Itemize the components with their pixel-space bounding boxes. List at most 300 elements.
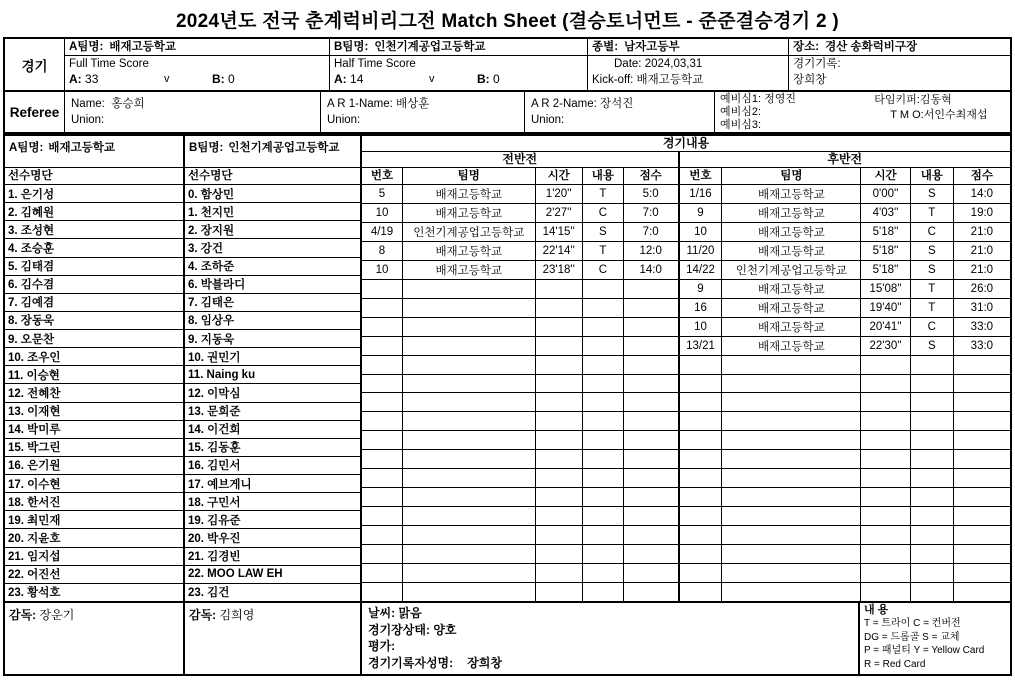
event-team [722, 564, 861, 582]
event-time [536, 375, 583, 393]
event-time [861, 488, 911, 506]
event-row [362, 204, 678, 223]
event-row-empty [680, 450, 1010, 469]
event-score [624, 318, 678, 336]
event-no [680, 412, 723, 430]
player-row: 20. 박우진 [185, 529, 360, 547]
event-time [536, 412, 583, 430]
ground-value: 양호 [433, 622, 457, 637]
weather-line: 날씨: 맑음 [368, 606, 422, 620]
referee-name-cell [65, 92, 321, 132]
event-row-empty [680, 507, 1010, 526]
event-team [722, 450, 861, 468]
date-value: 2024,03,31 [644, 58, 703, 70]
event-team: 배재고등학교 [722, 337, 861, 355]
roster-a-team-name: 배재고등학교 [48, 142, 116, 154]
event-score: 26:0 [970, 282, 994, 295]
event-type [583, 356, 624, 374]
event-type [583, 375, 624, 393]
event-no [362, 526, 403, 544]
col-type: 내용 [911, 168, 954, 184]
player-row: 16. 은기원 [5, 457, 183, 475]
player-row: 5. 김태겸 [5, 258, 183, 276]
event-type [583, 545, 624, 563]
recorder-line: 경기기록자성명: 장희창 [368, 655, 502, 670]
event-time [861, 583, 911, 601]
team-a-cell [65, 39, 330, 90]
legend-line: DG = 드롭골 S = 교체 [864, 631, 960, 643]
event-type [583, 450, 624, 468]
event-type [583, 526, 624, 544]
event-team [722, 393, 861, 411]
event-no [680, 356, 723, 374]
header-table [3, 37, 1012, 134]
event-type [583, 469, 624, 487]
event-row-empty [680, 356, 1010, 375]
event-type [911, 583, 954, 601]
roster-b-players [185, 185, 360, 601]
kickoff-value: 배재고등학교 [636, 74, 704, 86]
event-team [403, 469, 536, 487]
ar2-union-line: Union: [531, 114, 565, 126]
event-time: 15'08'' [861, 280, 911, 298]
event-score [624, 393, 678, 411]
event-row-empty [680, 526, 1010, 545]
event-row [362, 223, 678, 242]
event-time [536, 469, 583, 487]
event-team [722, 526, 861, 544]
event-time [861, 469, 911, 487]
tmo-line: T M O:서인수최재섭 [890, 109, 988, 121]
player-row: 3. 조성현 [5, 221, 183, 239]
team-b-label: B팀명: [334, 41, 369, 53]
event-score [954, 412, 1010, 430]
event-no [362, 431, 403, 449]
event-no [680, 564, 723, 582]
event-no: 9 [680, 204, 723, 222]
event-score: 21:0 [970, 263, 994, 276]
event-row [680, 318, 1010, 337]
event-row-empty [680, 431, 1010, 450]
event-row [680, 261, 1010, 280]
event-time [536, 545, 583, 563]
legend-box [858, 603, 1010, 674]
event-score: 33:0 [970, 320, 994, 333]
event-score: 12:0 [639, 244, 662, 257]
legend-line: R = Red Card [864, 658, 926, 670]
kickoff-line: Kick-off: 배재고등학교 [592, 74, 704, 86]
event-team: 배재고등학교 [403, 185, 536, 203]
reserve-referees [715, 93, 874, 132]
event-time [861, 431, 911, 449]
category-value: 남자고등부 [624, 41, 680, 53]
event-row-empty [680, 564, 1010, 583]
full-time-a: A: 33 [69, 72, 99, 86]
event-type [911, 412, 954, 430]
event-time [536, 526, 583, 544]
event-time [861, 356, 911, 374]
event-score: 14:0 [970, 187, 994, 200]
event-type [583, 318, 624, 336]
half-time-score-values [330, 72, 587, 89]
event-team [403, 299, 536, 317]
event-score: 19:0 [970, 206, 994, 219]
event-team [722, 431, 861, 449]
event-type [583, 393, 624, 411]
col-team: 팀명 [722, 168, 861, 184]
event-team [403, 318, 536, 336]
event-team: 인천기계공업고등학교 [403, 223, 536, 241]
event-row [680, 242, 1010, 261]
player-row: 2. 김혜원 [5, 203, 183, 221]
event-time: 14'15'' [536, 223, 583, 241]
player-row: 4. 조승훈 [5, 239, 183, 257]
timekeeper-line: 타임키퍼:김동혁 [874, 94, 952, 106]
event-team [403, 356, 536, 374]
event-time [536, 507, 583, 525]
event-row-empty [680, 393, 1010, 412]
timekeeper-name: 김동혁 [919, 94, 952, 106]
second-half-table [680, 168, 1010, 601]
event-type: C [911, 318, 954, 336]
roster-b-coach: 감독: 김희영 [185, 601, 360, 674]
player-row: 23. 김건 [188, 587, 230, 600]
event-no [362, 393, 403, 411]
event-time [861, 526, 911, 544]
event-no: 8 [362, 242, 403, 260]
event-team: 배재고등학교 [403, 261, 536, 279]
event-team: 배재고등학교 [403, 242, 536, 260]
ar2-name: 장석진 [600, 98, 634, 110]
event-team [403, 488, 536, 506]
recorder-name-line: 장희창 [793, 74, 827, 86]
event-type [583, 564, 624, 582]
event-score [624, 337, 678, 355]
event-score [954, 583, 1010, 601]
roster-team-b [185, 136, 362, 674]
event-no: 4/19 [362, 223, 403, 241]
roster-b-team-header: B팀명: 인천기계공업고등학교 [185, 136, 360, 168]
footer-section [362, 601, 1010, 674]
weather-value: 맑음 [398, 606, 422, 620]
event-team [403, 545, 536, 563]
legend-title: 내 용 [864, 604, 889, 616]
col-team: 팀명 [403, 168, 536, 184]
event-type: T [583, 242, 624, 260]
full-time-vs: v [164, 73, 170, 85]
player-row: 6. 박블라디 [185, 276, 360, 294]
event-score [624, 356, 678, 374]
event-row-empty [680, 375, 1010, 394]
event-score: 33:0 [970, 339, 994, 352]
event-type [911, 545, 954, 563]
team-b-name: 인천기계공업고등학교 [374, 41, 486, 53]
event-time [536, 450, 583, 468]
event-type [583, 507, 624, 525]
event-no: 16 [680, 299, 723, 317]
player-row: 19. 김유준 [185, 511, 360, 529]
event-type [911, 375, 954, 393]
event-time [536, 431, 583, 449]
player-row: 1. 천지민 [185, 203, 360, 221]
event-time [861, 450, 911, 468]
event-row [680, 223, 1010, 242]
event-score [954, 545, 1010, 563]
event-score: 31:0 [970, 301, 994, 314]
player-row: 19. 최민재 [5, 511, 183, 529]
event-type: S [911, 261, 954, 279]
event-time [861, 412, 911, 430]
roster-a-players [5, 185, 183, 601]
event-row-empty [362, 488, 678, 507]
event-no [680, 526, 723, 544]
col-time: 시간 [536, 168, 583, 184]
event-no [680, 583, 723, 601]
event-row-empty [362, 280, 678, 299]
legend-line: T = 트라이 C = 컨버전 [864, 618, 961, 629]
event-team: 배재고등학교 [722, 280, 861, 298]
col-number: 번호 [680, 168, 723, 184]
event-time [861, 545, 911, 563]
event-type [911, 507, 954, 525]
event-time: 0'00'' [861, 185, 911, 203]
event-row-empty [362, 564, 678, 583]
event-score [954, 375, 1010, 393]
team-a-name-line [65, 39, 329, 56]
player-row: 17. 예브게니 [185, 475, 360, 493]
event-team [722, 412, 861, 430]
evaluation-line: 평가: [368, 639, 396, 653]
event-team: 배재고등학교 [722, 185, 861, 203]
event-team [722, 583, 861, 601]
referee-union-line: Union: [71, 114, 105, 126]
match-events [362, 168, 1010, 601]
event-type: T [911, 299, 954, 317]
event-no: 10 [680, 318, 723, 336]
event-time [536, 337, 583, 355]
player-row: 8. 임상우 [185, 312, 360, 330]
venue-line: 장소: 경산 송화럭비구장 [789, 39, 1010, 56]
event-score [954, 356, 1010, 374]
event-team: 배재고등학교 [722, 204, 861, 222]
event-time: 4'03'' [861, 204, 911, 222]
first-half-table [362, 168, 680, 601]
main-table [3, 134, 1012, 676]
event-team: 인천기계공업고등학교 [722, 261, 861, 279]
event-type [911, 564, 954, 582]
player-row: 9. 오문찬 [5, 330, 183, 348]
event-type: C [583, 261, 624, 279]
event-no [362, 280, 403, 298]
event-type [583, 337, 624, 355]
event-team: 배재고등학교 [722, 242, 861, 260]
event-no [362, 583, 403, 601]
event-time [536, 393, 583, 411]
event-type [583, 583, 624, 601]
conditions-cell [362, 603, 858, 674]
event-row-empty [362, 412, 678, 431]
player-row: 0. 함상민 [185, 185, 360, 203]
event-no [362, 375, 403, 393]
full-time-score-label: Full Time Score [69, 58, 149, 70]
player-row: 10. 조우인 [5, 348, 183, 366]
event-time: 5'18'' [861, 223, 911, 241]
second-half-header: 후반전 [827, 152, 863, 166]
reserve1-name: 정영진 [764, 93, 797, 105]
date-line: Date: 2024,03,31 [614, 58, 703, 70]
first-half-header: 전반전 [362, 152, 680, 167]
event-time: 20'41'' [861, 318, 911, 336]
event-team [403, 583, 536, 601]
reserve1-line: 예비심1: 정영진 [720, 93, 797, 105]
event-no [362, 412, 403, 430]
match-details-title: 경기내용 [362, 136, 1010, 152]
event-team [403, 375, 536, 393]
event-time [536, 356, 583, 374]
event-score [624, 469, 678, 487]
second-half-rows [680, 185, 1010, 601]
half-time-vs: v [429, 73, 435, 85]
event-score: 14:0 [639, 263, 662, 276]
player-row: 22. MOO LAW EH [185, 566, 360, 584]
roster-a-coach-name: 장운기 [39, 608, 75, 622]
event-type [583, 299, 624, 317]
event-no [680, 393, 723, 411]
first-half-rows [362, 185, 678, 601]
referee-label: Referee [5, 92, 65, 132]
event-row-empty [362, 375, 678, 394]
event-row [680, 280, 1010, 299]
event-type [583, 280, 624, 298]
event-time: 19'40'' [861, 299, 911, 317]
event-no: 10 [680, 223, 723, 241]
event-row-empty [362, 450, 678, 469]
full-time-b: B: 0 [212, 72, 235, 86]
event-row-empty [362, 526, 678, 545]
event-team: 배재고등학교 [722, 299, 861, 317]
event-team [403, 431, 536, 449]
player-row: 20. 지윤호 [5, 529, 183, 547]
reserve3-line: 예비심3: [720, 119, 762, 131]
event-team [403, 507, 536, 525]
event-row-empty [680, 545, 1010, 564]
player-row: 9. 지동욱 [185, 330, 360, 348]
event-team: 배재고등학교 [403, 204, 536, 222]
roster-a-list-header: 선수명단 [5, 168, 183, 185]
event-score [624, 526, 678, 544]
team-b-cell [330, 39, 588, 90]
event-type [911, 526, 954, 544]
event-no [362, 469, 403, 487]
roster-team-a [5, 136, 185, 674]
event-row-empty [362, 337, 678, 356]
page-title: 2024년도 전국 춘계럭비리그전 Match Sheet (결승토너먼트 - 준준결승경기 2 ) [175, 11, 840, 32]
ar1-name: 배상훈 [396, 98, 430, 110]
col-score: 점수 [639, 170, 662, 182]
player-row: 11. 이승현 [5, 366, 183, 384]
half-time-a: A: 14 [334, 72, 364, 86]
event-row-empty [362, 583, 678, 601]
event-no [680, 450, 723, 468]
event-row-empty [362, 431, 678, 450]
event-row-empty [362, 356, 678, 375]
ar1-name-line: A R 1-Name: 배상훈 [327, 98, 430, 110]
player-row: 15. 김동훈 [185, 439, 360, 457]
player-row: 14. 이건희 [185, 421, 360, 439]
event-no: 11/20 [680, 242, 723, 260]
event-row [680, 337, 1010, 356]
event-no [680, 507, 723, 525]
event-type [583, 431, 624, 449]
ar1-cell [321, 92, 525, 132]
event-time [861, 564, 911, 582]
event-no [362, 356, 403, 374]
player-row: 1. 은기성 [5, 185, 183, 203]
player-row: 11. Naing ku [185, 366, 360, 384]
second-half-columns [680, 168, 1010, 185]
half-time-b: B: 0 [477, 72, 500, 86]
event-time [861, 375, 911, 393]
header-row-match [5, 39, 1010, 90]
event-no [680, 488, 723, 506]
event-time: 5'18'' [861, 261, 911, 279]
event-row-empty [362, 299, 678, 318]
event-score [624, 450, 678, 468]
team-b-name-line [330, 39, 587, 56]
event-type [911, 450, 954, 468]
event-no: 14/22 [680, 261, 723, 279]
event-score [624, 299, 678, 317]
event-no: 1/16 [680, 185, 723, 203]
event-score: 7:0 [642, 225, 659, 238]
ar2-name-line: A R 2-Name: 장석진 [531, 98, 634, 110]
player-row: 22. 어진선 [5, 566, 183, 584]
half-time-score-label: Half Time Score [334, 58, 416, 70]
event-no: 5 [362, 185, 403, 203]
event-time: 2'27'' [536, 204, 583, 222]
event-score [624, 507, 678, 525]
event-no [680, 375, 723, 393]
player-row: 12. 이막심 [185, 384, 360, 402]
event-row-empty [680, 488, 1010, 507]
event-score [954, 469, 1010, 487]
event-score: 21:0 [970, 225, 994, 238]
event-team: 배재고등학교 [722, 223, 861, 241]
event-no: 13/21 [680, 337, 723, 355]
event-type [911, 431, 954, 449]
first-half-columns [362, 168, 678, 185]
col-time: 시간 [861, 168, 911, 184]
event-score [954, 507, 1010, 525]
event-row [680, 299, 1010, 318]
event-time [536, 280, 583, 298]
col-score: 점수 [970, 170, 993, 182]
event-time: 23'18'' [536, 261, 583, 279]
event-no [362, 507, 403, 525]
event-score [954, 431, 1010, 449]
team-a-label: A팀명: [69, 41, 104, 53]
event-score [954, 526, 1010, 544]
event-no: 10 [362, 261, 403, 279]
event-type [911, 356, 954, 374]
event-row-empty [362, 318, 678, 337]
event-type [583, 488, 624, 506]
event-no [362, 318, 403, 336]
event-no [362, 488, 403, 506]
referee-name: 홍승희 [111, 98, 145, 110]
event-no [362, 299, 403, 317]
player-row: 17. 이수현 [5, 475, 183, 493]
